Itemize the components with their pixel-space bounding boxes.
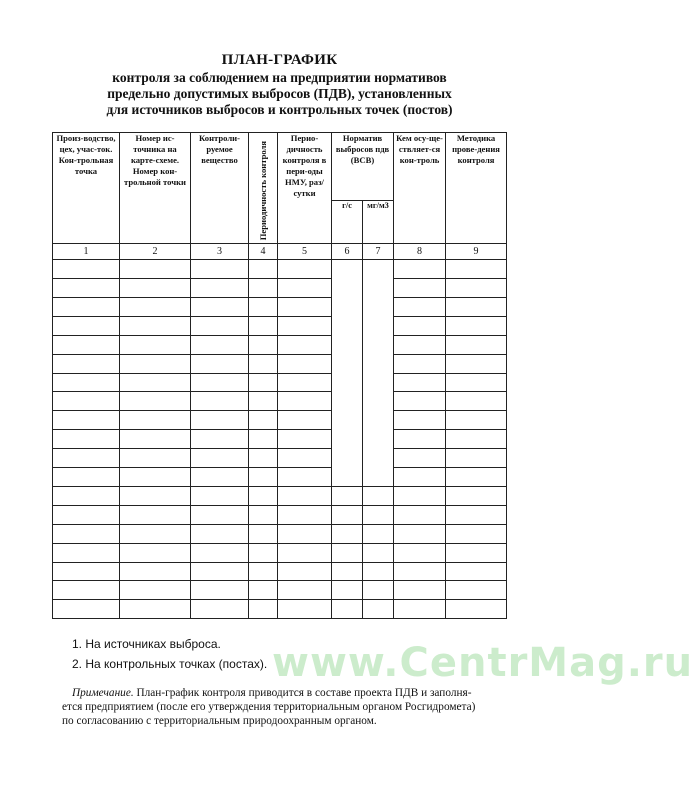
column-number: 1 <box>53 244 120 260</box>
table-cell <box>249 562 278 581</box>
table-row <box>53 600 507 619</box>
header-substance: Контроли-руемое вещество <box>191 133 249 244</box>
column-number: 3 <box>191 244 249 260</box>
table-row <box>53 449 507 468</box>
table-cell <box>332 486 363 505</box>
table-cell <box>446 430 507 449</box>
table-cell <box>394 449 446 468</box>
document-title: ПЛАН-ГРАФИК <box>221 52 338 68</box>
column-number: 2 <box>120 244 191 260</box>
table-cell <box>446 468 507 487</box>
table-cell <box>191 279 249 298</box>
table-cell <box>394 373 446 392</box>
table-cell <box>191 562 249 581</box>
remark-line-1: План-график контроля приводится в составе проекта ПДВ и заполня- <box>136 687 472 699</box>
table-cell <box>53 316 120 335</box>
table-cell <box>191 486 249 505</box>
table-cell <box>446 562 507 581</box>
table-cell <box>278 354 332 373</box>
table-row <box>53 486 507 505</box>
table-cell <box>120 354 191 373</box>
table-cell <box>53 430 120 449</box>
table-cell <box>53 449 120 468</box>
table-cell <box>332 543 363 562</box>
table-cell <box>394 316 446 335</box>
table-cell <box>394 581 446 600</box>
table-cell <box>446 260 507 279</box>
table-cell <box>394 524 446 543</box>
table-row <box>53 524 507 543</box>
table-cell <box>249 449 278 468</box>
table-cell <box>249 316 278 335</box>
table-cell <box>363 543 394 562</box>
header-emission-standard: Норматив выбросов пдв (ВСВ) <box>332 133 394 201</box>
document-subtitle <box>0 70 559 118</box>
column-number: 5 <box>278 244 332 260</box>
table-row <box>53 505 507 524</box>
table-row <box>53 298 507 317</box>
header-method: Методика прове-дения контроля <box>446 133 507 244</box>
table-cell <box>191 316 249 335</box>
table-cell <box>191 335 249 354</box>
table-cell <box>332 524 363 543</box>
column-number: 6 <box>332 244 363 260</box>
column-number: 7 <box>363 244 394 260</box>
table-cell <box>446 392 507 411</box>
table-cell <box>278 505 332 524</box>
table-cell <box>53 392 120 411</box>
table-cell <box>53 279 120 298</box>
table-cell <box>446 449 507 468</box>
table-cell <box>120 468 191 487</box>
table-cell <box>446 411 507 430</box>
table-cell <box>249 260 278 279</box>
table-cell <box>53 373 120 392</box>
table-cell <box>278 468 332 487</box>
table-cell <box>394 505 446 524</box>
table-cell <box>249 468 278 487</box>
table-cell <box>249 505 278 524</box>
table-body <box>53 260 507 619</box>
watermark-logo: www.CentrMag.ru <box>272 640 693 686</box>
table-row <box>53 411 507 430</box>
table-cell <box>191 260 249 279</box>
table-cell <box>278 260 332 279</box>
header-production-unit: Произ-водство, цех, учас-ток. Кон-трольная точка <box>53 133 120 244</box>
table-cell <box>120 373 191 392</box>
plan-schedule-table <box>52 132 507 619</box>
table-cell <box>278 430 332 449</box>
table-cell <box>332 505 363 524</box>
header-g-per-s: г/с <box>332 201 363 244</box>
table-cell <box>278 411 332 430</box>
table-cell <box>249 486 278 505</box>
table-cell <box>249 354 278 373</box>
subtitle-line-2: предельно допустимых выбросов (ПДВ), установленных <box>107 86 452 101</box>
table-cell <box>191 468 249 487</box>
table-cell <box>53 524 120 543</box>
table-cell <box>446 373 507 392</box>
column-number: 4 <box>249 244 278 260</box>
table-cell <box>278 562 332 581</box>
table-cell <box>394 354 446 373</box>
table-cell <box>191 600 249 619</box>
table-cell <box>446 543 507 562</box>
table-cell <box>394 468 446 487</box>
header-periodicity: Периодичность контроля <box>249 133 278 244</box>
table-cell <box>191 543 249 562</box>
remark-label: Примечание. <box>72 687 134 699</box>
table-cell <box>191 524 249 543</box>
table-cell <box>53 468 120 487</box>
table-cell <box>191 505 249 524</box>
table-cell <box>332 562 363 581</box>
remark-line-3: по согласованию с территориальным природоохранным органом. <box>62 715 377 727</box>
table-cell <box>363 600 394 619</box>
table-cell <box>249 411 278 430</box>
table-cell <box>120 581 191 600</box>
table-cell <box>394 562 446 581</box>
table-cell <box>278 600 332 619</box>
table-cell <box>278 581 332 600</box>
table-cell <box>120 411 191 430</box>
table-cell <box>120 260 191 279</box>
header-source-number: Номер ис-точника на карте-схеме. Номер кон-трольной точки <box>120 133 191 244</box>
table-cell <box>363 505 394 524</box>
table-cell <box>394 392 446 411</box>
table-cell <box>332 260 363 487</box>
header-controller: Кем осу-ще-ствляет-ся кон-троль <box>394 133 446 244</box>
table-cell <box>446 600 507 619</box>
column-number-row <box>53 244 507 260</box>
table-cell <box>191 354 249 373</box>
table-cell <box>249 335 278 354</box>
table-cell <box>363 581 394 600</box>
table-cell <box>278 486 332 505</box>
table-row <box>53 316 507 335</box>
table-cell <box>278 298 332 317</box>
table-cell <box>53 411 120 430</box>
table-cell <box>278 449 332 468</box>
table-cell <box>249 430 278 449</box>
table-cell <box>394 411 446 430</box>
table-row <box>53 430 507 449</box>
table-cell <box>249 543 278 562</box>
table-cell <box>332 581 363 600</box>
table-cell <box>120 279 191 298</box>
table-cell <box>249 373 278 392</box>
table-row <box>53 335 507 354</box>
table-row <box>53 354 507 373</box>
table-cell <box>446 505 507 524</box>
table-cell <box>191 392 249 411</box>
table-row <box>53 468 507 487</box>
table-cell <box>446 581 507 600</box>
table-cell <box>249 581 278 600</box>
table-cell <box>53 505 120 524</box>
table-cell <box>191 430 249 449</box>
table-cell <box>191 411 249 430</box>
subtitle-line-3: для источников выбросов и контрольных точек (постов) <box>106 102 453 117</box>
table-cell <box>120 524 191 543</box>
table-cell <box>120 335 191 354</box>
table-cell <box>120 486 191 505</box>
table-cell <box>191 373 249 392</box>
table-cell <box>53 298 120 317</box>
table-cell <box>394 430 446 449</box>
table-row <box>53 260 507 279</box>
table-cell <box>191 298 249 317</box>
notes-list <box>72 634 267 674</box>
table-cell <box>120 600 191 619</box>
table-cell <box>278 335 332 354</box>
table-cell <box>394 298 446 317</box>
table-row <box>53 562 507 581</box>
subtitle-line-1: контроля за соблюдением на предприятии нормативов <box>112 70 447 85</box>
header-mg-per-m3: мг/м3 <box>363 201 394 244</box>
table-cell <box>120 298 191 317</box>
table-cell <box>363 562 394 581</box>
table-cell <box>394 600 446 619</box>
table-cell <box>278 524 332 543</box>
table-cell <box>53 335 120 354</box>
note-item: 2. На контрольных точках (постах). <box>72 657 268 671</box>
table-cell <box>120 316 191 335</box>
table-cell <box>249 279 278 298</box>
header-periodicity-nmu: Перио-дичность контроля в пери-оды НМУ, раз/сутки <box>278 133 332 244</box>
remark-paragraph <box>62 686 512 728</box>
table-cell <box>278 373 332 392</box>
table-cell <box>278 543 332 562</box>
table-cell <box>446 524 507 543</box>
table-cell <box>278 316 332 335</box>
table-cell <box>53 562 120 581</box>
table-cell <box>446 279 507 298</box>
table-cell <box>446 335 507 354</box>
table-cell <box>120 449 191 468</box>
table-cell <box>249 524 278 543</box>
table-cell <box>394 335 446 354</box>
table-cell <box>446 486 507 505</box>
table-cell <box>249 392 278 411</box>
table-cell <box>249 600 278 619</box>
remark-line-2: ется предприятием (после его утверждения территориальным органом Росгидромета) <box>62 701 476 713</box>
table-cell <box>53 581 120 600</box>
table-cell <box>394 260 446 279</box>
table-row <box>53 279 507 298</box>
table-cell <box>278 279 332 298</box>
table-cell <box>394 486 446 505</box>
table-row <box>53 392 507 411</box>
table-cell <box>446 316 507 335</box>
table-row <box>53 581 507 600</box>
table-cell <box>53 600 120 619</box>
table-cell <box>120 430 191 449</box>
table-cell <box>191 581 249 600</box>
table-cell <box>120 505 191 524</box>
table-cell <box>394 543 446 562</box>
table-row <box>53 373 507 392</box>
column-number: 8 <box>394 244 446 260</box>
table-cell <box>53 354 120 373</box>
table-cell <box>363 486 394 505</box>
table-cell <box>120 543 191 562</box>
table-cell <box>249 298 278 317</box>
table-cell <box>278 392 332 411</box>
table-cell <box>332 600 363 619</box>
table-cell <box>446 354 507 373</box>
table-cell <box>363 260 394 487</box>
table-cell <box>363 524 394 543</box>
table-cell <box>53 260 120 279</box>
table-cell <box>120 392 191 411</box>
note-item: 1. На источниках выброса. <box>72 637 221 651</box>
column-number: 9 <box>446 244 507 260</box>
table-cell <box>394 279 446 298</box>
table-cell <box>446 298 507 317</box>
table-cell <box>120 562 191 581</box>
table-row <box>53 543 507 562</box>
table-cell <box>53 486 120 505</box>
table-cell <box>53 543 120 562</box>
table-cell <box>191 449 249 468</box>
